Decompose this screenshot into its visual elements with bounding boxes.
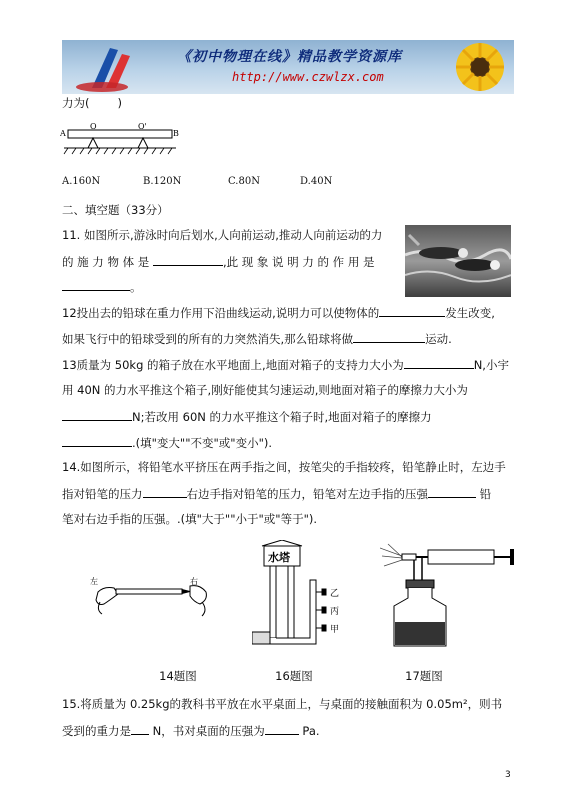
q11-line2: 的 施 力 物 体 是 ,此 现 象 说 明 力 的 作 用 是	[62, 255, 375, 269]
option-b: B.120N	[143, 176, 182, 187]
option-a: A.160N	[62, 176, 101, 187]
q13-line3: N;若改用 60N 的力水平推这个箱子时,地面对箱子的摩擦力	[62, 409, 432, 424]
q11-line1: 11. 如图所示,游泳时向后划水,人向前运动,推动人向前运动的力	[62, 228, 383, 242]
q13-line1: 13质量为 50kg 的箱子放在水平地面上,地面对箱子的支持力大小为 N,小宇	[62, 358, 509, 372]
fig16-bing: 丙	[330, 607, 340, 617]
label-b: B	[173, 129, 179, 138]
q14-line3: 笔对右边手指的压强。.(填"大于""小于"或"等于").	[62, 512, 318, 526]
fig14-right-label: 右	[190, 577, 198, 586]
banner-url: http://www.czwlzx.com	[232, 70, 384, 84]
fig14-caption: 14题图	[159, 669, 197, 683]
option-c: C.80N	[228, 176, 260, 187]
option-d: D.40N	[300, 176, 333, 187]
page-number: 3	[505, 770, 511, 780]
q14-line2: 指对铅笔的压力 右边手指对铅笔的压力，铅笔对左边手指的压强 铅	[62, 487, 492, 501]
fig16-water-tower	[252, 540, 352, 650]
fig17-caption: 17题图	[405, 669, 443, 683]
label-o: O	[90, 122, 97, 131]
fig16-jia: 甲	[330, 625, 340, 635]
fig17-syringe-bottle	[380, 540, 520, 650]
label-a: A	[60, 129, 66, 138]
q14-line1: 14.如图所示，将铅笔水平挤压在两手指之间，按笔尖的手指较疼，铅笔静止时，左边手	[62, 460, 506, 474]
lever-figure	[60, 120, 180, 162]
q12-line2: 如果飞行中的铅球受到的所有的力突然消失,那么铅球将做 运动.	[62, 332, 452, 346]
q15-line2: 受到的重力是 N，书对桌面的压强为 Pa.	[62, 724, 320, 738]
q13-line2: 用 40N 的力水平推这个箱子,刚好能使其匀速运动,则地面对箱子的摩擦力大小为	[62, 383, 468, 397]
fig14-left-label: 左	[90, 577, 98, 586]
prev-question-stem: 力为( )	[62, 96, 122, 110]
fig16-caption: 16题图	[275, 669, 313, 683]
fig16-yi: 乙	[330, 589, 340, 599]
fig14-pencil	[90, 570, 220, 620]
fig16-tower-label: 水塔	[268, 551, 290, 564]
q15-line1: 15.将质量为 0.25kg的教科书平放在水平桌面上，与桌面的接触面积为 0.05m²，则书	[62, 697, 503, 711]
banner-title: 《初中物理在线》精品教学资源库	[177, 49, 402, 65]
section-heading: 二、填空题（33分）	[62, 203, 169, 217]
q11-line3: 。	[62, 279, 142, 294]
label-o2: O'	[138, 122, 147, 131]
q13-line4: .(填"变大""不变"或"变小").	[62, 435, 272, 450]
swimmer-photo	[405, 225, 511, 297]
header-banner	[62, 40, 514, 94]
q12-line1: 12投出去的铅球在重力作用下沿曲线运动,说明力可以使物体的 发生改变,	[62, 306, 495, 320]
